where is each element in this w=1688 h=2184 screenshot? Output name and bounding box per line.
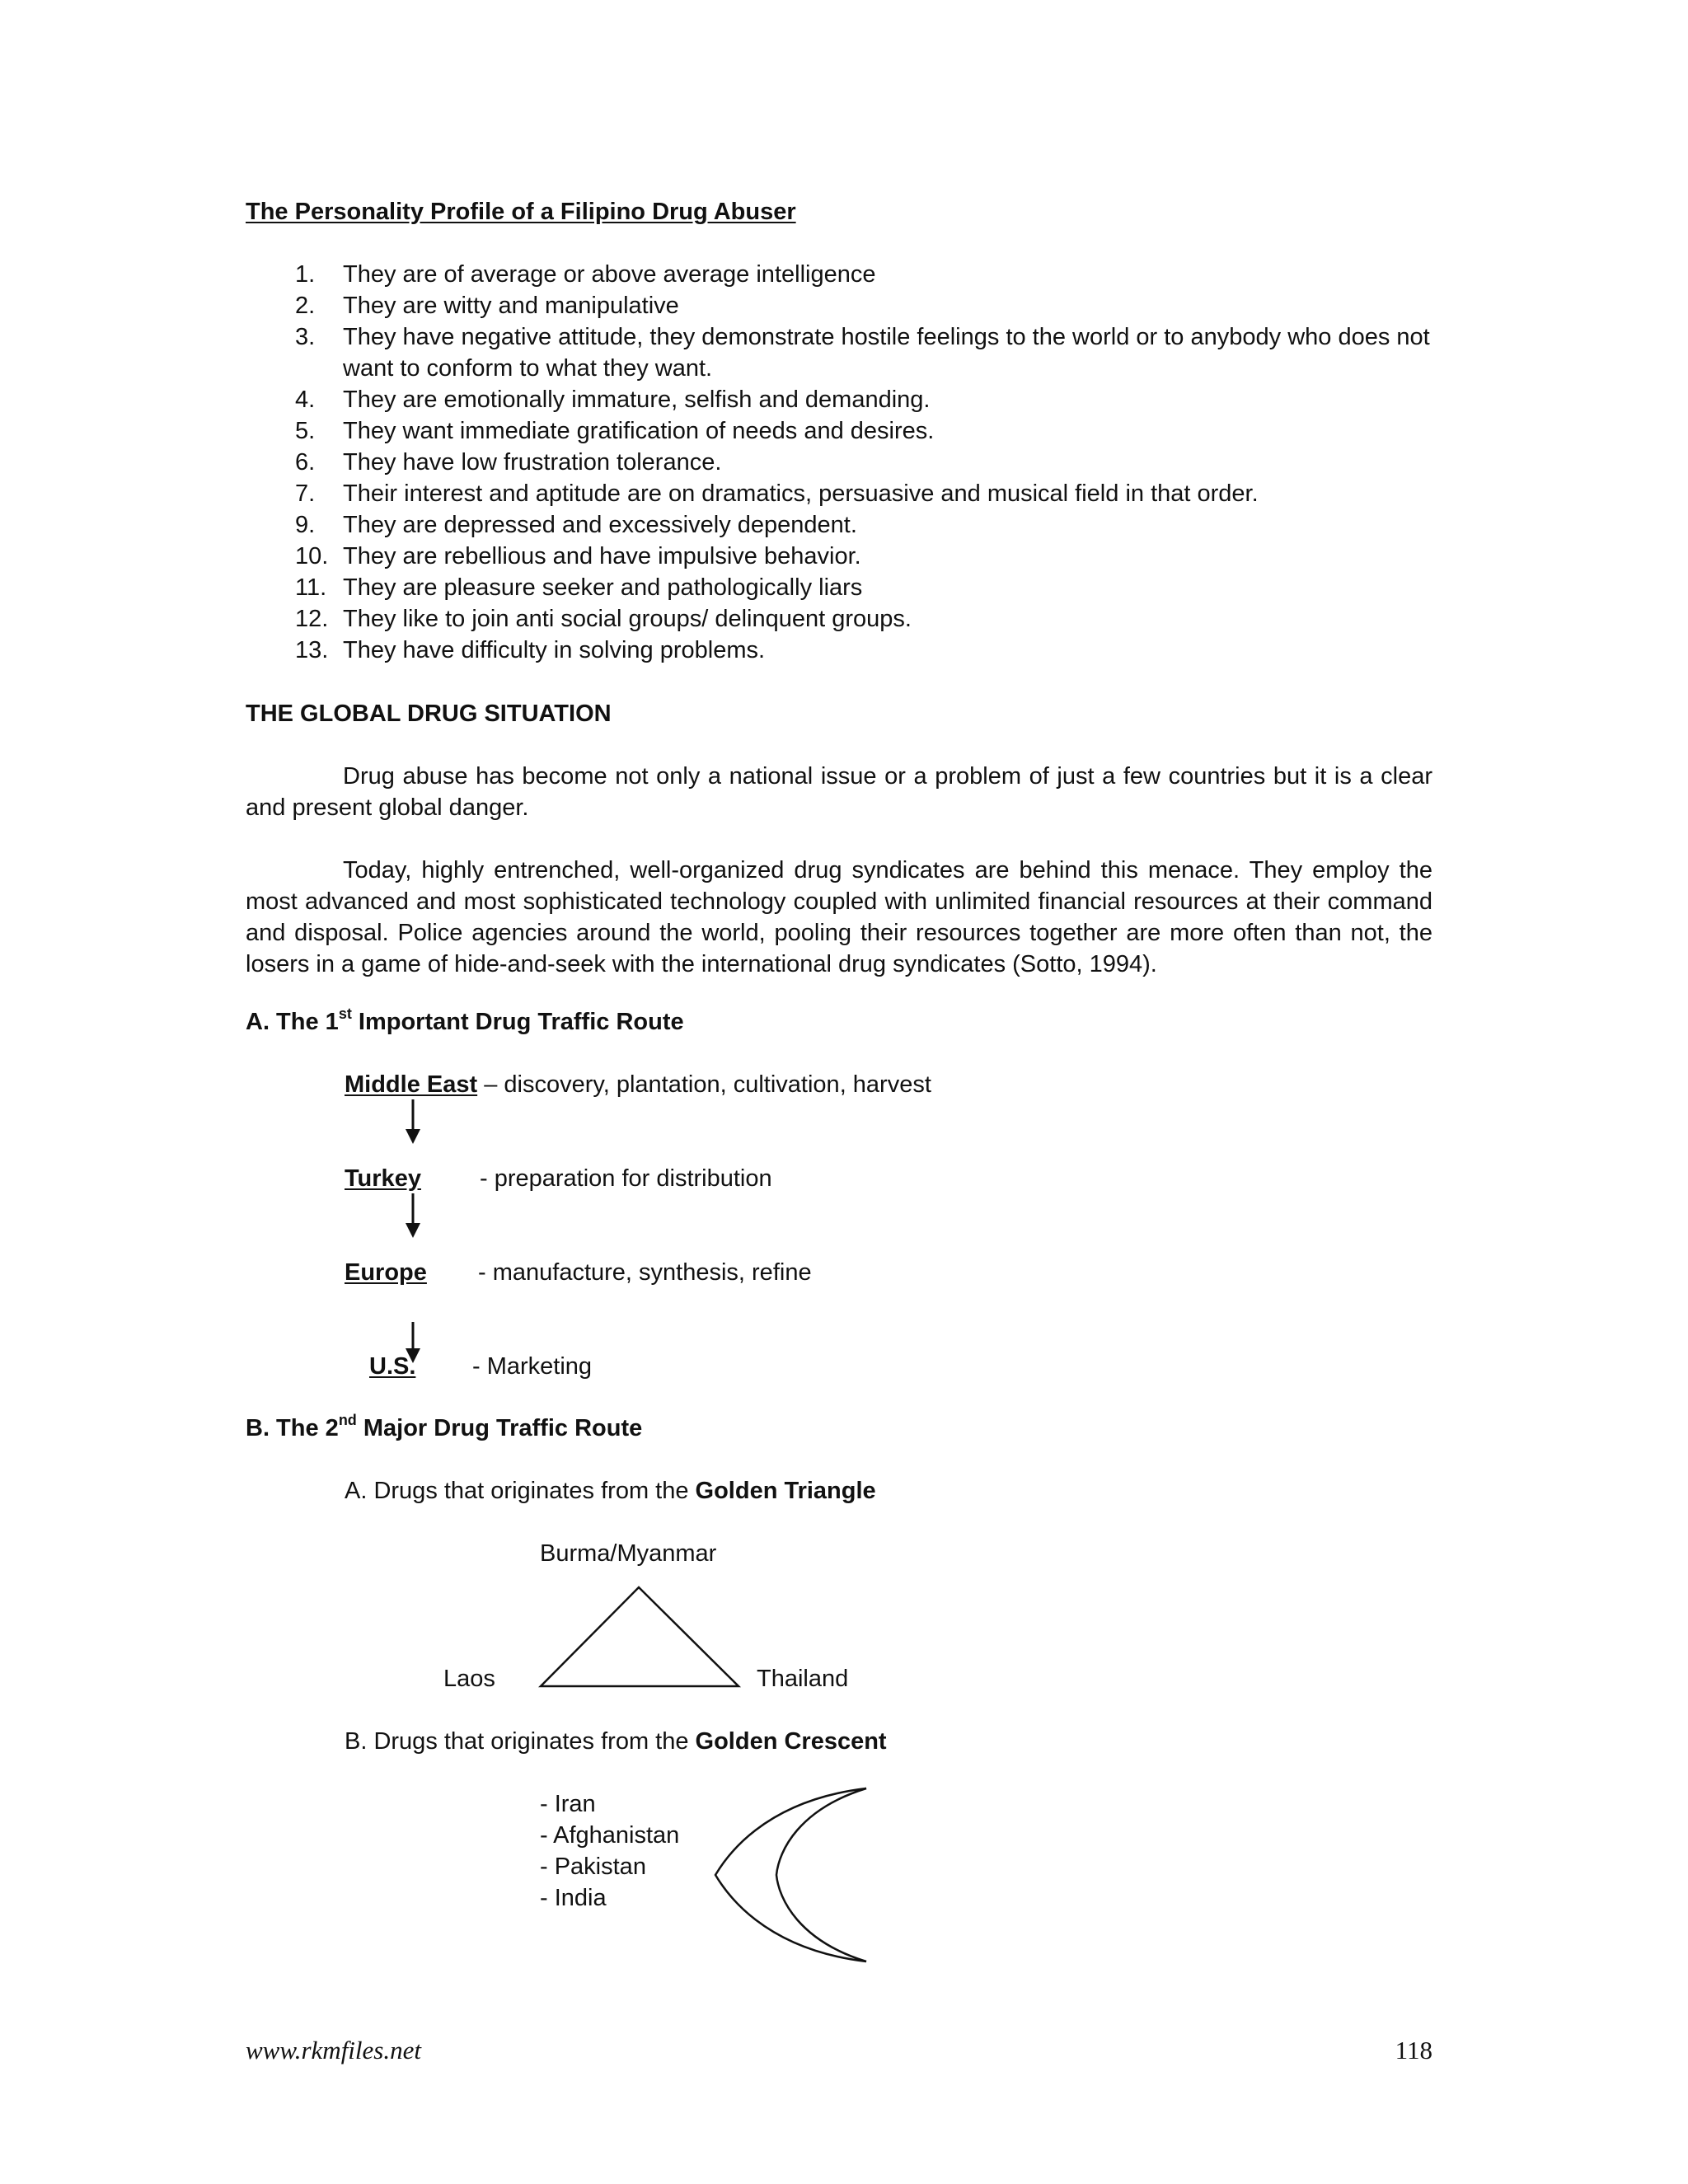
list-item: 6. They have low frustration tolerance. (295, 449, 722, 476)
triangle-label-top: Burma/Myanmar (540, 1540, 717, 1567)
list-item: 11. They are pleasure seeker and pathologically liars (295, 574, 863, 601)
list-item: 5. They want immediate gratification of needs and desires. (295, 418, 935, 444)
route1-step-middle-east: Middle East – discovery, plantation, cultivation, harvest (345, 1071, 931, 1098)
page-number: 118 (1395, 2036, 1432, 2064)
list-item: 1. They are of average or above average intelligence (295, 261, 876, 288)
triangle-label-left: Laos (443, 1666, 495, 1692)
list-item: 3. They have negative attitude, they demonstrate hostile feelings to the world or to anybody who does not want to conform to what they want. (295, 324, 1430, 382)
list-item: - Pakistan (540, 1854, 646, 1880)
profile-list (246, 259, 1432, 666)
crescent-country-list (540, 1788, 679, 1914)
list-item: - Iran (540, 1791, 596, 1817)
list-item: 2. They are witty and manipulative (295, 293, 679, 319)
arrow-down-icon (401, 1193, 425, 1241)
place-name: U.S. (369, 1353, 416, 1380)
golden-triangle-shape (536, 1582, 750, 1691)
route1-step-europe-desc: - manufacture, synthesis, refine (478, 1259, 812, 1286)
place-name: Middle East (345, 1071, 478, 1098)
route1-heading: A. The 1st Important Drug Traffic Route (246, 1005, 684, 1035)
list-item: 10. They are rebellious and have impulsive behavior. (295, 543, 861, 569)
route1-step-us-desc: - Marketing (472, 1353, 593, 1380)
global-paragraph-2: Today, highly entrenched, well-organized drug syndicates are behind this menace. They employ the most advanced and most sophisticated technology coupled with unlimited financial resources at their command and disposal. Police agencies around the world, pooling their resources together are more often than not, the losers in a game of hide-and-seek with the international drug syndicates (Sotto, 1994). (246, 857, 1432, 977)
triangle-label-right: Thailand (757, 1666, 849, 1692)
route1-step-turkey-desc: - preparation for distribution (480, 1165, 772, 1192)
list-item: 7. Their interest and aptitude are on dramatics, persuasive and musical field in that order. (295, 480, 1259, 507)
list-item: 13. They have difficulty in solving problems. (295, 637, 766, 663)
list-item: - India (540, 1885, 607, 1911)
list-item: 4. They are emotionally immature, selfish and demanding. (295, 387, 931, 413)
profile-heading: The Personality Profile of a Filipino Drug Abuser (246, 199, 796, 225)
list-item: 12. They like to join anti social groups/ delinquent groups. (295, 606, 912, 632)
arrow-down-icon (401, 1099, 425, 1147)
footer-url: www.rkmfiles.net (246, 2036, 421, 2064)
golden-crescent-intro: B. Drugs that originates from the Golden Crescent (345, 1728, 887, 1755)
golden-triangle-intro: A. Drugs that originates from the Golden Triangle (345, 1478, 876, 1504)
list-item: 9. They are depressed and excessively dependent. (295, 512, 857, 538)
global-paragraph-1: Drug abuse has become not only a national issue or a problem of just a few countries but it is a clear and present global danger. (246, 763, 1432, 821)
list-item: - Afghanistan (540, 1822, 680, 1849)
place-name: Turkey (345, 1165, 421, 1192)
place-name: Europe (345, 1259, 427, 1286)
golden-crescent-shape (709, 1784, 874, 1966)
global-heading: THE GLOBAL DRUG SITUATION (246, 701, 612, 727)
route2-heading: B. The 2nd Major Drug Traffic Route (246, 1412, 643, 1441)
